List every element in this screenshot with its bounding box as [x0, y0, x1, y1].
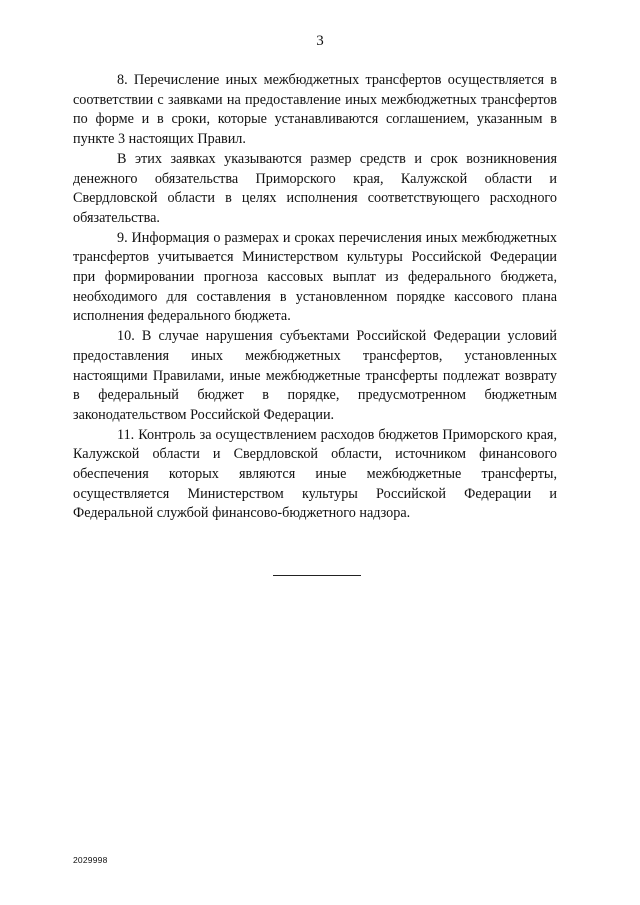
- page-number: 3: [316, 33, 324, 49]
- paragraph-10: 10. В случае нарушения субъектами Российской Федерации условий предоставления иных межбюджетных трансфертов, установленных настоящими Правилами, иные межбюджетные трансферты подлежат возврату в федеральный бюджет в порядке, предусмотренном бюджетным законодательством Российской Федерации.: [73, 328, 557, 423]
- paragraph-8: 8. Перечисление иных межбюджетных трансфертов осуществляется в соответствии с заявками на предоставление иных межбюджетных трансфертов по форме и в сроки, которые устанавливаются соглашением, указанным в пункте 3 настоящих Правил.: [73, 72, 557, 148]
- document-code: 2029998: [73, 855, 108, 865]
- paragraph-8-continuation: В этих заявках указываются размер средств и срок возникновения денежного обязательства Приморского края, Калужской области и Свердловской области в целях исполнения соответствующего расходного обязательства.: [73, 150, 557, 226]
- paragraph-9: 9. Информация о размерах и сроках перечисления иных межбюджетных трансфертов учитывается Министерством культуры Российской Федерации при формировании прогноза кассовых выплат из федерального бюджета, необходимого для составления в установленном порядке кассового плана исполнения федерального бюджета.: [73, 229, 557, 325]
- document-body: [73, 71, 557, 524]
- paragraph-11: 11. Контроль за осуществлением расходов бюджетов Приморского края, Калужской области и Свердловской области, источником финансового обеспечения которых являются иные межбюджетные трансферты, осуществляется Министерством культуры Российской Федерации и Федеральной службой финансово-бюджетного надзора.: [73, 426, 557, 522]
- end-of-document-divider: [273, 575, 361, 576]
